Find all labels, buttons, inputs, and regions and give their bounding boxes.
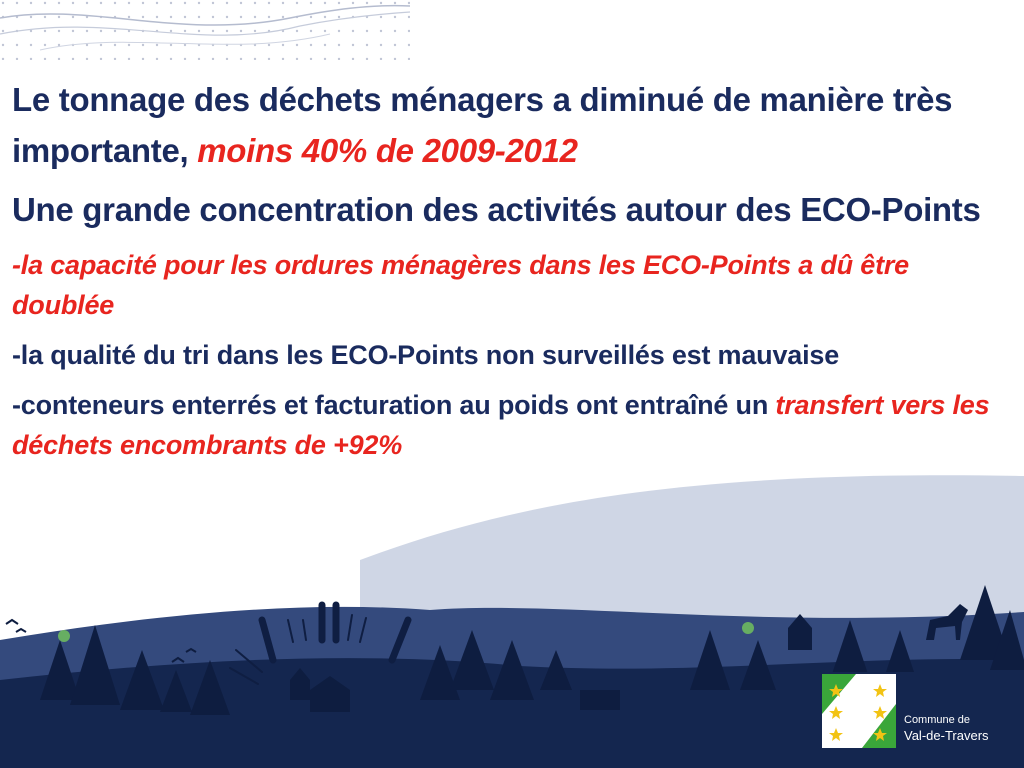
paragraph-concentration: Une grande concentration des activités autour des ECO-Points [12, 191, 981, 228]
logo-text [904, 712, 989, 744]
paragraph-tonnage [12, 74, 1012, 176]
tonnage-highlight: moins 40% de 2009-2012 [197, 132, 578, 169]
paragraph-quality: -la qualité du tri dans les ECO-Points non surveillés est mauvaise [12, 340, 840, 370]
flag-icon [822, 674, 896, 748]
tonnage-text: Le tonnage des déchets ménagers a diminué de manière très importante, [12, 81, 953, 169]
paragraph-containers [12, 385, 1012, 465]
logo-line-1: Commune de [904, 714, 971, 726]
commune-logo [820, 672, 1016, 750]
slide-content [12, 74, 1012, 465]
containers-text: -conteneurs enterrés et facturation au poids ont entraîné un [12, 390, 776, 420]
top-decoration [0, 0, 410, 60]
logo-line-2: Val-de-Travers [904, 728, 989, 743]
paragraph-capacity: -la capacité pour les ordures ménagères dans les ECO-Points a dû être doublée [12, 250, 910, 320]
containers-highlight: transfert vers les déchets encombrants de +92% [12, 390, 990, 460]
